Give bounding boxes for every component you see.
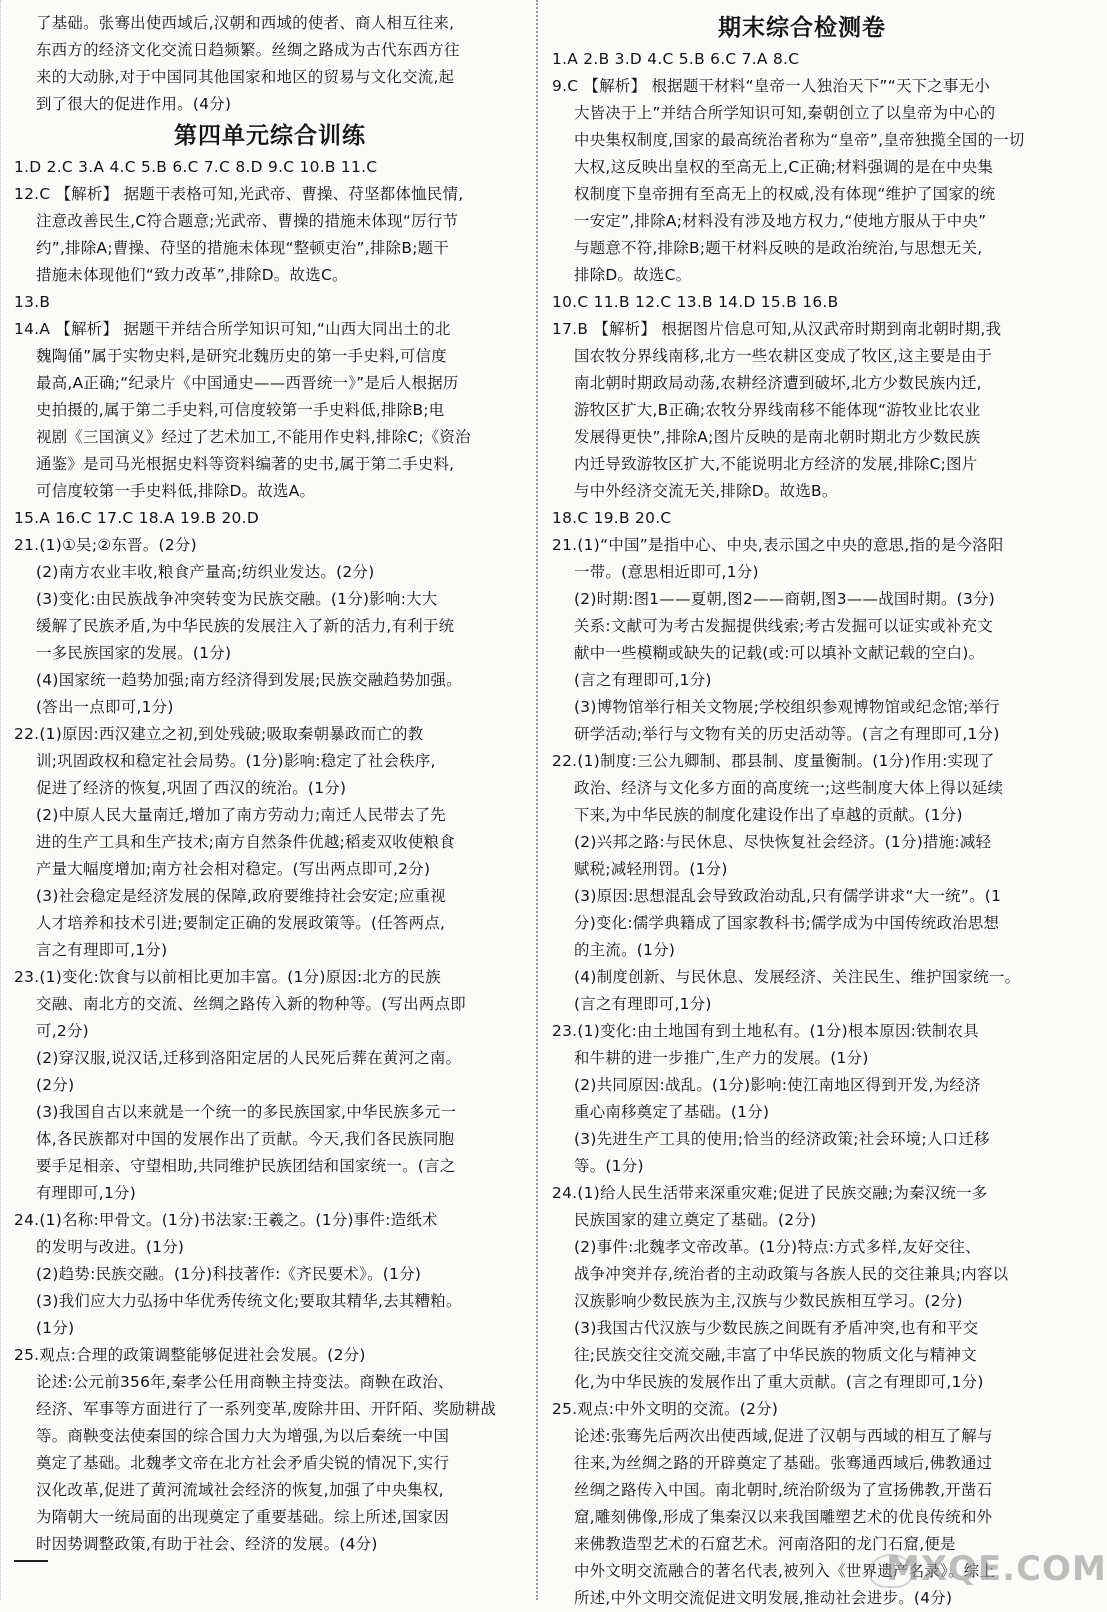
answer-line: (2)中原人民大量南迁,增加了南方劳动力;南迁人民带去了先	[36, 806, 446, 824]
answer-line: 内迁导致游牧区扩大,不能说明北方经济的发展,排除C;图片	[574, 455, 978, 473]
answer-line: 来佛教造型艺术的石窟艺术。河南洛阳的龙门石窟,便是	[574, 1535, 956, 1553]
answer-line: (4)国家统一趋势加强;南方经济得到发展;民族交融趋势加强。	[36, 671, 462, 689]
answer-line: 排除D。故选C。	[574, 266, 692, 284]
answer-line: 经济、军事等方面进行了一系列变革,废除井田、开阡陌、奖励耕战	[36, 1400, 497, 1418]
answer-line: 政治、经济与文化多方面的高度统一;这些制度大体上得以延续	[574, 779, 1004, 797]
answer-line: 21.(1)“中国”是指中心、中央,表示国之中央的意思,指的是今洛阳	[552, 536, 1004, 554]
answer-line: 了基础。张骞出使西域后,汉朝和西域的使者、商人相互往来,	[36, 14, 455, 32]
answer-line: 24.(1)名称:甲骨文。(1分)书法家:王羲之。(1分)事件:造纸术	[14, 1211, 438, 1229]
answer-line: 23.(1)变化:饮食与以前相比更加丰富。(1分)原因:北方的民族	[14, 968, 441, 986]
answer-line: (4)制度创新、与民休息、发展经济、关注民生、维护国家统一。	[574, 968, 1021, 986]
answer-line: 一安定”,排除A;材料没有涉及地方权力,“使地方服从于中央”	[574, 212, 987, 230]
answer-line: (言之有理即可,1分)	[574, 671, 712, 689]
answer-line: 22.(1)原因:西汉建立之初,到处残破;吸取秦朝暴政而亡的教	[14, 725, 424, 743]
answer-line: (3)我国自古以来就是一个统一的多民族国家,中华民族多元一	[36, 1103, 457, 1121]
answer-line: 中外文明交流融合的著名代表,被列入《世界遗产名录》。综上	[574, 1562, 996, 1580]
answer-line: 注意改善民生,C符合题意;光武帝、曹操的措施未体现“厉行节	[36, 212, 459, 230]
answer-line: 15.A 16.C 17.C 18.A 19.B 20.D	[14, 509, 259, 527]
answer-line: 等。商鞅变法使秦国的综合国力大为增强,为以后秦统一中国	[36, 1427, 450, 1445]
answer-line: 国农牧分界线南移,北方一些农耕区变成了牧区,这主要是由于	[574, 347, 993, 365]
answer-line: (3)博物馆举行相关文物展;学校组织参观博物馆或纪念馆;举行	[574, 698, 1000, 716]
answer-line: 到了很大的促进作用。(4分)	[36, 95, 232, 113]
answer-line: 23.(1)变化:由土地国有到土地私有。(1分)根本原因:铁制农具	[552, 1022, 979, 1040]
answer-line: 研学活动;举行与文物有关的历史活动等。(言之有理即可,1分)	[574, 725, 1000, 743]
answer-line: 22.(1)制度:三公九卿制、郡县制、度量衡制。(1分)作用:实现了	[552, 752, 995, 770]
answer-line: 和牛耕的进一步推广,生产力的发展。(1分)	[574, 1049, 869, 1067]
answer-line: 训;巩固政权和稳定社会局势。(1分)影响:稳定了社会秩序,	[36, 752, 436, 770]
answer-line: 要手足相亲、守望相助,共同维护民族团结和国家统一。(言之	[36, 1157, 456, 1175]
answer-line: 汉族影响少数民族为主,汉族与少数民族相互学习。(2分)	[574, 1292, 963, 1310]
answer-line: 权制度下皇帝拥有至高无上的权威,没有体现“维护了国家的统	[574, 185, 996, 203]
answer-line: 论述:公元前356年,秦孝公任用商鞅主持变法。商鞅在政治、	[36, 1373, 454, 1391]
answer-line: 进的生产工具和生产技术;南方自然条件优越;稻麦双收使粮食	[36, 833, 455, 851]
answer-line: 时因势调整政策,有助于社会、经济的发展。(4分)	[36, 1535, 378, 1553]
answer-line: 等。(1分)	[574, 1157, 644, 1175]
answer-line: 通鉴》是司马光根据史料等资料编著的史书,属于第二手史料,	[36, 455, 455, 473]
answer-line: 17.B 【解析】 根据图片信息可知,从汉武帝时期到南北朝时期,我	[552, 320, 1002, 338]
answer-line: 论述:张骞先后两次出使西域,促进了汉朝与西域的相互了解与	[574, 1427, 993, 1445]
answer-line: 东西方的经济文化交流日趋频繁。丝绸之路成为古代东西方往	[36, 41, 460, 59]
answer-line: 所述,中外文明交流促进文明发展,推动社会进步。(4分)	[574, 1589, 953, 1607]
answer-line: 下来,为中华民族的制度化建设作出了卓越的贡献。(1分)	[574, 806, 963, 824]
answer-line: 1.D 2.C 3.A 4.C 5.B 6.C 7.C 8.D 9.C 10.B 11.C	[14, 158, 378, 176]
answer-line: 言之有理即可,1分)	[36, 941, 168, 959]
answer-line: 汉化改革,促进了黄河流域社会经济的恢复,加强了中央集权,	[36, 1481, 444, 1499]
answer-line: 往来,为丝绸之路的开辟奠定了基础。张骞通西域后,佛教通过	[574, 1454, 993, 1472]
answer-line: 与题意不符,排除B;题干材料反映的是政治统治,与思想无关,	[574, 239, 983, 257]
answer-line: 与中外经济交流无关,排除D。故选B。	[574, 482, 838, 500]
answer-line: 21.(1)①吴;②东晋。(2分)	[14, 536, 197, 554]
answer-line: 12.C 【解析】 据题干表格可知,光武帝、曹操、苻坚都体恤民情,	[14, 185, 464, 203]
answer-line: 14.A 【解析】 据题干并结合所学知识可知,“山西大同出土的北	[14, 320, 451, 338]
answer-line: (3)我国古代汉族与少数民族之间既有矛盾冲突,也有和平交	[574, 1319, 979, 1337]
answer-line: 丝绸之路传入中国。南北朝时,统治阶级为了宣扬佛教,开凿石	[574, 1481, 993, 1499]
answer-line: 10.C 11.B 12.C 13.B 14.D 15.B 16.B	[552, 293, 839, 311]
answer-line: 视剧《三国演义》经过了艺术加工,不能用作史料,排除C;《资治	[36, 428, 471, 446]
answer-line: 25.观点:合理的政策调整能够促进社会发展。(2分)	[14, 1346, 366, 1364]
answer-line: 可信度较第一手史料低,排除D。故选A。	[36, 482, 316, 500]
answer-line: 一带。(意思相近即可,1分)	[574, 563, 759, 581]
answer-line: (3)我们应大力弘扬中华优秀传统文化;要取其精华,去其糟粕。	[36, 1292, 462, 1310]
watermark-text: MXQE.COM	[886, 1549, 1107, 1589]
answer-line: 战争冲突并存,统治者的主动政策与各族人民的交往兼具;内容以	[574, 1265, 1009, 1283]
answer-line: 魏陶俑”属于实物史料,是研究北魏历史的第一手史料,可信度	[36, 347, 447, 365]
section-heading: 第四单元综合训练	[174, 123, 366, 149]
answer-line: (1分)	[36, 1319, 75, 1337]
answer-line: 的主流。(1分)	[574, 941, 676, 959]
answer-line: 民族国家的建立奠定了基础。(2分)	[574, 1211, 817, 1229]
answer-line: 缓解了民族矛盾,为中华民族的发展注入了新的活力,有利于统	[36, 617, 455, 635]
answer-line: 来的大动脉,对于中国同其他国家和地区的贸易与文化交流,起	[36, 68, 455, 86]
answer-line: 可,2分)	[36, 1022, 89, 1040]
answer-line: 中央集权制度,国家的最高统治者称为“皇帝”,皇帝独揽全国的一切	[574, 131, 1025, 149]
answer-line: (3)变化:由民族战争冲突转变为民族交融。(1分)影响:大大	[36, 590, 438, 608]
answer-line: 奠定了基础。北魏孝文帝在北方社会矛盾尖锐的情况下,实行	[36, 1454, 450, 1472]
answer-line: 化,为中华民族的发展作出了重大贡献。(言之有理即可,1分)	[574, 1373, 984, 1391]
answer-line: (2)穿汉服,说汉话,迁移到洛阳定居的人民死后葬在黄河之南。	[36, 1049, 462, 1067]
answer-line: 13.B	[14, 293, 51, 311]
column-divider	[536, 0, 538, 1600]
answer-line: (2)趋势:民族交融。(1分)科技著作:《齐民要术》。(1分)	[36, 1265, 422, 1283]
answer-line: 25.观点:中外文明的交流。(2分)	[552, 1400, 779, 1418]
answer-line: 关系:文献可为考古发掘提供线索;考古发掘可以证实或补充文	[574, 617, 993, 635]
answer-line: (答出一点即可,1分)	[36, 698, 174, 716]
answer-line: (3)先进生产工具的使用;恰当的经济政策;社会环境;人口迁移	[574, 1130, 990, 1148]
right-column	[552, 10, 1052, 1612]
answer-line: 史拍摄的,属于第二手史料,可信度较第一手史料低,排除B;电	[36, 401, 445, 419]
answer-line: 重心南移奠定了基础。(1分)	[574, 1103, 770, 1121]
left-column	[14, 10, 526, 1558]
answer-line: (2)时期:图1——夏朝,图2——商朝,图3——战国时期。(3分)	[574, 590, 996, 608]
answer-line: 一多民族国家的发展。(1分)	[36, 644, 232, 662]
answer-line: 9.C 【解析】 根据题干材料“皇帝一人独治天下”“天下之事无小	[552, 77, 991, 95]
left-edge-dotted-line	[0, 0, 5, 1600]
answer-line: 分)变化:儒学典籍成了国家教科书;儒学成为中国传统政治思想	[574, 914, 1000, 932]
answer-line: 往;民族交往交流交融,丰富了中华民族的物质文化与精神文	[574, 1346, 977, 1364]
answer-line: 措施未体现他们“致力改革”,排除D。故选C。	[36, 266, 348, 284]
answer-line: 最高,A正确;“纪录片《中国通史——西晋统一》”是后人根据历	[36, 374, 459, 392]
section-heading: 期末综合检测卷	[718, 15, 886, 41]
answer-line: 游牧区扩大,B正确;农牧分界线南移不能体现“游牧业比农业	[574, 401, 981, 419]
answer-line: (2)共同原因:战乱。(1分)影响:使江南地区得到开发,为经济	[574, 1076, 981, 1094]
answer-line: (2)南方农业丰收,粮食产量高;纺织业发达。(2分)	[36, 563, 375, 581]
answer-line: 约”,排除A;曹操、苻坚的措施未体现“整顿吏治”,排除B;题干	[36, 239, 450, 257]
answer-line: (2分)	[36, 1076, 75, 1094]
answer-line: 18.C 19.B 20.C	[552, 509, 672, 527]
answer-line: 窟,雕刻佛像,形成了集秦汉以来我国雕塑艺术的优良传统和外	[574, 1508, 993, 1526]
answer-line: 促进了经济的恢复,巩固了西汉的统治。(1分)	[36, 779, 347, 797]
answer-line: (2)事件:北魏孝文帝改革。(1分)特点:方式多样,友好交往、	[574, 1238, 981, 1256]
answer-line: 为隋朝大一统局面的出现奠定了重要基础。综上所述,国家因	[36, 1508, 450, 1526]
answer-line: 的发明与改进。(1分)	[36, 1238, 185, 1256]
answer-line: (言之有理即可,1分)	[574, 995, 712, 1013]
answer-line: (3)原因:思想混乱会导致政治动乱,只有儒学讲求“大一统”。(1	[574, 887, 1002, 905]
answer-line: 人才培养和技术引进;要制定正确的发展政策等。(任答两点,	[36, 914, 446, 932]
answer-line: 大皆决于上”并结合所学知识可知,秦朝创立了以皇帝为中心的	[574, 104, 996, 122]
answer-line: (3)社会稳定是经济发展的保障,政府要维持社会安定;应重视	[36, 887, 446, 905]
answer-line: 有理即可,1分)	[36, 1184, 137, 1202]
answer-line: 1.A 2.B 3.D 4.C 5.B 6.C 7.A 8.C	[552, 50, 800, 68]
answer-line: 产量大幅度增加;南方社会相对稳定。(写出两点即可,2分)	[36, 860, 431, 878]
answer-line: 体,各民族都对中国的发展作出了贡献。今天,我们各民族同胞	[36, 1130, 455, 1148]
answer-line: 发展得更快”,排除A;图片反映的是南北朝时期北方少数民族	[574, 428, 981, 446]
answer-line: 大权,这反映出皇权的至高无上,C正确;材料强调的是在中央集	[574, 158, 994, 176]
answer-line: 24.(1)给人民生活带来深重灾难;促进了民族交融;为秦汉统一多	[552, 1184, 988, 1202]
answer-line: 献中一些模糊或缺失的记载(或:可以填补文献记载的空白)。	[574, 644, 985, 662]
page-footer-dash	[14, 1560, 48, 1562]
answer-line: 南北朝时期政局动荡,农耕经济遭到破坏,北方少数民族内迁,	[574, 374, 982, 392]
answer-line: 交融、南北方的交流、丝绸之路传入新的物种等。(写出两点即	[36, 995, 466, 1013]
answer-line: (2)兴邦之路:与民休息、尽快恢复社会经济。(1分)措施:减轻	[574, 833, 992, 851]
answer-line: 赋税;减轻刑罚。(1分)	[574, 860, 728, 878]
